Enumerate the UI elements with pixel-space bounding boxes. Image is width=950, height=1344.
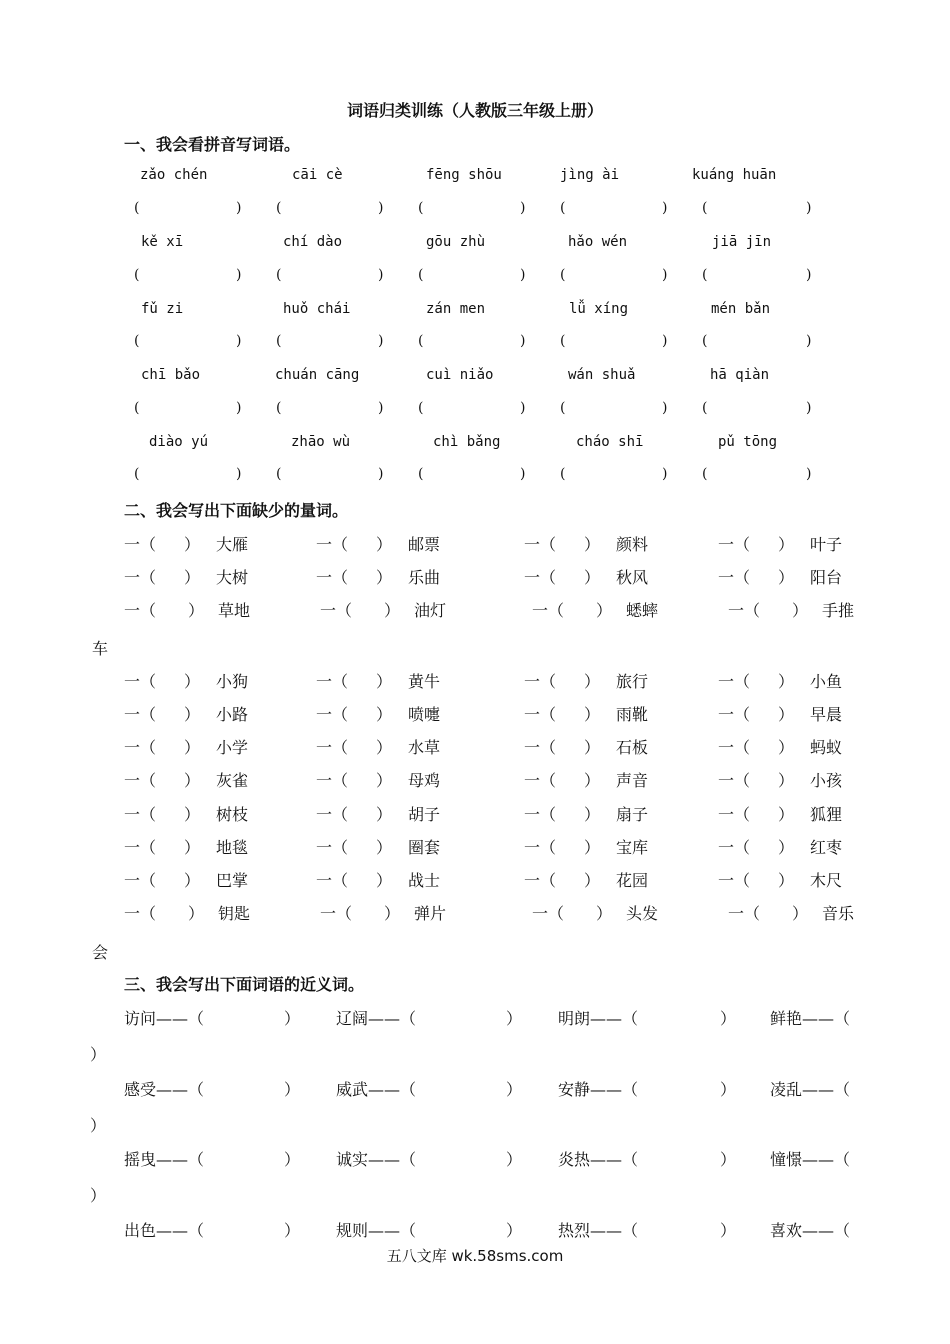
measure-prefix: 一（: [124, 535, 157, 554]
synonym-dash: ——（: [590, 1150, 639, 1169]
measure-noun: 胡子: [408, 805, 441, 824]
pinyin-text: hā qiàn: [710, 367, 770, 383]
measure-prefix: 一（: [316, 771, 349, 790]
pinyin-text: kuáng huān: [692, 167, 777, 183]
synonym-dash: ——（: [590, 1009, 639, 1028]
synonym-word: 凌乱: [770, 1080, 803, 1099]
measure-close-paren: ）: [376, 871, 393, 890]
section2-heading: 二、我会写出下面缺少的量词。: [124, 501, 349, 520]
measure-prefix: 一（: [524, 738, 557, 757]
measure-close-paren: ）: [584, 672, 601, 691]
measure-noun: 蚂蚁: [810, 738, 843, 757]
measure-close-paren: ）: [376, 705, 393, 724]
measure-noun: 石板: [616, 738, 649, 757]
blank-close-paren: ): [378, 466, 384, 482]
pinyin-text: wán shuǎ: [568, 367, 636, 383]
pinyin-text: pǔ tōng: [718, 434, 778, 450]
pinyin-text: chì bǎng: [433, 434, 501, 450]
pinyin-text: cāi cè: [292, 167, 343, 183]
blank-open-paren: (: [276, 200, 282, 216]
blank-close-paren: ): [662, 400, 668, 416]
measure-prefix: 一（: [124, 904, 157, 923]
measure-noun: 树枝: [216, 805, 249, 824]
synonym-close-paren: ）: [720, 1221, 737, 1240]
measure-close-paren: ）: [792, 601, 809, 620]
blank-open-paren: (: [134, 200, 140, 216]
blank-open-paren: (: [418, 200, 424, 216]
blank-open-paren: (: [702, 200, 708, 216]
section1-heading: 一、我会看拼音写词语。: [124, 135, 301, 154]
wrapped-char: 车: [92, 639, 109, 658]
blank-close-paren: ): [236, 267, 242, 283]
blank-close-paren: ): [806, 267, 812, 283]
measure-close-paren: ）: [584, 838, 601, 857]
blank-open-paren: (: [702, 400, 708, 416]
measure-close-paren: ）: [584, 705, 601, 724]
blank-open-paren: (: [276, 333, 282, 349]
measure-noun: 头发: [626, 904, 659, 923]
measure-noun: 蟋蟀: [626, 601, 659, 620]
synonym-word: 炎热: [558, 1150, 591, 1169]
blank-open-paren: (: [702, 466, 708, 482]
measure-prefix: 一（: [524, 568, 557, 587]
measure-prefix: 一（: [320, 601, 353, 620]
measure-close-paren: ）: [184, 871, 201, 890]
measure-close-paren: ）: [188, 601, 205, 620]
synonym-word: 鲜艳: [770, 1009, 803, 1028]
measure-prefix: 一（: [524, 805, 557, 824]
measure-close-paren: ）: [184, 672, 201, 691]
measure-prefix: 一（: [718, 738, 751, 757]
pinyin-text: fēng shōu: [426, 167, 502, 183]
blank-close-paren: ): [662, 466, 668, 482]
measure-close-paren: ）: [778, 705, 795, 724]
synonym-close-paren: ）: [720, 1009, 737, 1028]
synonym-dash: ——（: [802, 1150, 851, 1169]
measure-noun: 小鱼: [810, 672, 843, 691]
blank-open-paren: (: [560, 267, 566, 283]
pinyin-text: lǚ xíng: [569, 301, 629, 317]
synonym-close-paren: ）: [90, 1186, 107, 1205]
pinyin-text: jiā jīn: [712, 234, 772, 250]
measure-noun: 弹片: [414, 904, 447, 923]
synonym-word: 感受: [124, 1080, 157, 1099]
measure-noun: 红枣: [810, 838, 843, 857]
synonym-dash: ——（: [802, 1009, 851, 1028]
measure-noun: 大树: [216, 568, 249, 587]
synonym-word: 摇曳: [124, 1150, 157, 1169]
pinyin-text: kě xī: [141, 234, 184, 250]
blank-close-paren: ): [806, 466, 812, 482]
measure-prefix: 一（: [718, 672, 751, 691]
measure-close-paren: ）: [376, 535, 393, 554]
measure-noun: 雨靴: [616, 705, 649, 724]
blank-open-paren: (: [702, 267, 708, 283]
measure-noun: 扇子: [616, 805, 649, 824]
synonym-close-paren: ）: [506, 1009, 523, 1028]
pinyin-text: zhāo wù: [291, 434, 351, 450]
blank-open-paren: (: [418, 466, 424, 482]
synonym-dash: ——（: [802, 1221, 851, 1240]
synonym-word: 出色: [124, 1221, 157, 1240]
synonym-dash: ——（: [802, 1080, 851, 1099]
measure-noun: 音乐: [822, 904, 855, 923]
synonym-word: 辽阔: [336, 1009, 369, 1028]
synonym-dash: ——（: [156, 1080, 205, 1099]
synonym-dash: ——（: [368, 1009, 417, 1028]
synonym-word: 热烈: [558, 1221, 591, 1240]
blank-close-paren: ): [236, 200, 242, 216]
measure-noun: 巴掌: [216, 871, 249, 890]
measure-close-paren: ）: [376, 672, 393, 691]
measure-prefix: 一（: [124, 672, 157, 691]
synonym-close-paren: ）: [284, 1150, 301, 1169]
synonym-dash: ——（: [156, 1150, 205, 1169]
measure-noun: 草地: [218, 601, 251, 620]
measure-close-paren: ）: [584, 568, 601, 587]
measure-close-paren: ）: [584, 805, 601, 824]
measure-noun: 木尺: [810, 871, 843, 890]
measure-close-paren: ）: [376, 771, 393, 790]
measure-close-paren: ）: [778, 838, 795, 857]
pinyin-text: chī bǎo: [141, 367, 201, 383]
blank-open-paren: (: [134, 267, 140, 283]
measure-prefix: 一（: [524, 771, 557, 790]
synonym-dash: ——（: [156, 1221, 205, 1240]
measure-noun: 小路: [216, 705, 249, 724]
measure-noun: 手推: [822, 601, 855, 620]
synonym-word: 憧憬: [770, 1150, 803, 1169]
measure-close-paren: ）: [376, 568, 393, 587]
measure-close-paren: ）: [778, 535, 795, 554]
synonym-close-paren: ）: [506, 1221, 523, 1240]
blank-close-paren: ): [236, 400, 242, 416]
measure-prefix: 一（: [316, 705, 349, 724]
measure-noun: 旅行: [616, 672, 649, 691]
synonym-word: 喜欢: [770, 1221, 803, 1240]
measure-noun: 花园: [616, 871, 649, 890]
measure-prefix: 一（: [728, 601, 761, 620]
measure-noun: 狐狸: [810, 805, 843, 824]
measure-noun: 水草: [408, 738, 441, 757]
measure-close-paren: ）: [584, 771, 601, 790]
pinyin-text: diào yú: [149, 434, 209, 450]
synonym-dash: ——（: [590, 1080, 639, 1099]
measure-close-paren: ）: [184, 805, 201, 824]
measure-close-paren: ）: [184, 535, 201, 554]
blank-close-paren: ): [662, 200, 668, 216]
pinyin-text: cháo shī: [576, 434, 644, 450]
pinyin-text: huǒ chái: [283, 301, 351, 317]
synonym-close-paren: ）: [284, 1080, 301, 1099]
measure-prefix: 一（: [124, 838, 157, 857]
synonym-word: 访问: [124, 1009, 157, 1028]
pinyin-text: cuì niǎo: [426, 367, 494, 383]
measure-prefix: 一（: [524, 535, 557, 554]
measure-close-paren: ）: [778, 568, 795, 587]
measure-noun: 早晨: [810, 705, 843, 724]
measure-noun: 阳台: [810, 568, 843, 587]
synonym-close-paren: ）: [284, 1221, 301, 1240]
blank-open-paren: (: [418, 267, 424, 283]
blank-open-paren: (: [560, 400, 566, 416]
section3-heading: 三、我会写出下面词语的近义词。: [124, 975, 365, 994]
measure-close-paren: ）: [596, 601, 613, 620]
measure-close-paren: ）: [188, 904, 205, 923]
measure-close-paren: ）: [778, 738, 795, 757]
blank-open-paren: (: [134, 400, 140, 416]
measure-noun: 邮票: [408, 535, 441, 554]
blank-open-paren: (: [418, 333, 424, 349]
measure-prefix: 一（: [316, 568, 349, 587]
blank-open-paren: (: [134, 466, 140, 482]
measure-noun: 钥匙: [218, 904, 251, 923]
measure-close-paren: ）: [184, 568, 201, 587]
blank-open-paren: (: [276, 466, 282, 482]
blank-close-paren: ): [520, 200, 526, 216]
measure-prefix: 一（: [718, 871, 751, 890]
measure-prefix: 一（: [718, 771, 751, 790]
measure-prefix: 一（: [532, 904, 565, 923]
measure-prefix: 一（: [320, 904, 353, 923]
blank-close-paren: ): [236, 333, 242, 349]
synonym-close-paren: ）: [720, 1150, 737, 1169]
blank-close-paren: ): [806, 400, 812, 416]
pinyin-text: jìng ài: [560, 167, 620, 183]
blank-close-paren: ): [806, 200, 812, 216]
measure-noun: 颜料: [616, 535, 649, 554]
measure-prefix: 一（: [524, 705, 557, 724]
measure-prefix: 一（: [718, 568, 751, 587]
synonym-close-paren: ）: [720, 1080, 737, 1099]
synonym-word: 规则: [336, 1221, 369, 1240]
blank-open-paren: (: [702, 333, 708, 349]
pinyin-text: chuán cāng: [275, 367, 360, 383]
synonym-dash: ——（: [156, 1009, 205, 1028]
measure-prefix: 一（: [124, 771, 157, 790]
synonym-word: 诚实: [336, 1150, 369, 1169]
blank-open-paren: (: [560, 200, 566, 216]
measure-noun: 叶子: [810, 535, 843, 554]
measure-noun: 秋风: [616, 568, 649, 587]
measure-prefix: 一（: [124, 805, 157, 824]
blank-close-paren: ): [662, 267, 668, 283]
measure-close-paren: ）: [384, 904, 401, 923]
measure-noun: 地毯: [216, 838, 249, 857]
measure-close-paren: ）: [778, 672, 795, 691]
blank-open-paren: (: [560, 466, 566, 482]
measure-prefix: 一（: [124, 871, 157, 890]
measure-noun: 油灯: [414, 601, 447, 620]
synonym-close-paren: ）: [506, 1080, 523, 1099]
blank-open-paren: (: [560, 333, 566, 349]
blank-close-paren: ): [378, 400, 384, 416]
synonym-close-paren: ）: [90, 1045, 107, 1064]
footer-watermark: 五八文库 wk.58sms.com: [386, 1247, 564, 1265]
measure-noun: 小孩: [810, 771, 843, 790]
measure-noun: 战士: [408, 871, 441, 890]
wrapped-char: 会: [92, 943, 109, 962]
synonym-dash: ——（: [590, 1221, 639, 1240]
measure-close-paren: ）: [184, 738, 201, 757]
measure-prefix: 一（: [718, 805, 751, 824]
measure-close-paren: ）: [778, 771, 795, 790]
blank-close-paren: ): [378, 333, 384, 349]
blank-close-paren: ): [378, 267, 384, 283]
blank-close-paren: ): [520, 267, 526, 283]
synonym-close-paren: ）: [506, 1150, 523, 1169]
measure-noun: 灰雀: [216, 771, 249, 790]
blank-open-paren: (: [418, 400, 424, 416]
blank-close-paren: ): [520, 400, 526, 416]
measure-close-paren: ）: [596, 904, 613, 923]
pinyin-text: fǔ zi: [141, 301, 184, 317]
measure-prefix: 一（: [728, 904, 761, 923]
pinyin-text: zǎo chén: [140, 167, 208, 183]
measure-prefix: 一（: [124, 738, 157, 757]
measure-noun: 宝库: [616, 838, 649, 857]
measure-prefix: 一（: [316, 805, 349, 824]
blank-close-paren: ): [806, 333, 812, 349]
measure-noun: 喷嚏: [408, 705, 441, 724]
pinyin-text: gōu zhù: [426, 234, 486, 250]
measure-noun: 乐曲: [408, 568, 441, 587]
pinyin-text: chí dào: [283, 234, 343, 250]
page-title: 词语归类训练（人教版三年级上册）: [346, 101, 603, 120]
synonym-word: 安静: [558, 1080, 591, 1099]
measure-close-paren: ）: [778, 805, 795, 824]
synonym-dash: ——（: [368, 1150, 417, 1169]
measure-close-paren: ）: [184, 838, 201, 857]
synonym-word: 威武: [336, 1080, 369, 1099]
measure-close-paren: ）: [384, 601, 401, 620]
measure-close-paren: ）: [184, 705, 201, 724]
synonym-word: 明朗: [558, 1009, 591, 1028]
measure-prefix: 一（: [316, 871, 349, 890]
measure-prefix: 一（: [532, 601, 565, 620]
measure-prefix: 一（: [718, 535, 751, 554]
measure-close-paren: ）: [376, 805, 393, 824]
measure-noun: 圈套: [408, 838, 441, 857]
blank-close-paren: ): [662, 333, 668, 349]
synonym-close-paren: ）: [284, 1009, 301, 1028]
measure-close-paren: ）: [376, 838, 393, 857]
synonym-dash: ——（: [368, 1080, 417, 1099]
measure-noun: 母鸡: [408, 771, 441, 790]
blank-close-paren: ): [520, 333, 526, 349]
blank-open-paren: (: [134, 333, 140, 349]
measure-prefix: 一（: [316, 672, 349, 691]
measure-noun: 小学: [216, 738, 249, 757]
blank-open-paren: (: [276, 267, 282, 283]
measure-prefix: 一（: [124, 568, 157, 587]
blank-open-paren: (: [276, 400, 282, 416]
measure-close-paren: ）: [376, 738, 393, 757]
measure-prefix: 一（: [524, 871, 557, 890]
measure-prefix: 一（: [124, 705, 157, 724]
pinyin-text: hǎo wén: [568, 234, 628, 250]
measure-prefix: 一（: [316, 838, 349, 857]
pinyin-text: mén bǎn: [711, 301, 771, 317]
measure-prefix: 一（: [718, 838, 751, 857]
measure-prefix: 一（: [718, 705, 751, 724]
synonym-close-paren: ）: [90, 1116, 107, 1135]
measure-noun: 小狗: [216, 672, 249, 691]
blank-close-paren: ): [520, 466, 526, 482]
synonym-dash: ——（: [368, 1221, 417, 1240]
measure-prefix: 一（: [524, 838, 557, 857]
measure-close-paren: ）: [584, 871, 601, 890]
measure-prefix: 一（: [316, 535, 349, 554]
measure-close-paren: ）: [584, 738, 601, 757]
measure-close-paren: ）: [792, 904, 809, 923]
measure-prefix: 一（: [524, 672, 557, 691]
measure-close-paren: ）: [584, 535, 601, 554]
measure-prefix: 一（: [124, 601, 157, 620]
measure-close-paren: ）: [184, 771, 201, 790]
measure-prefix: 一（: [316, 738, 349, 757]
measure-close-paren: ）: [778, 871, 795, 890]
measure-noun: 声音: [616, 771, 649, 790]
measure-noun: 黄牛: [408, 672, 441, 691]
measure-noun: 大雁: [216, 535, 249, 554]
blank-close-paren: ): [236, 466, 242, 482]
blank-close-paren: ): [378, 200, 384, 216]
pinyin-text: zán men: [426, 301, 486, 317]
